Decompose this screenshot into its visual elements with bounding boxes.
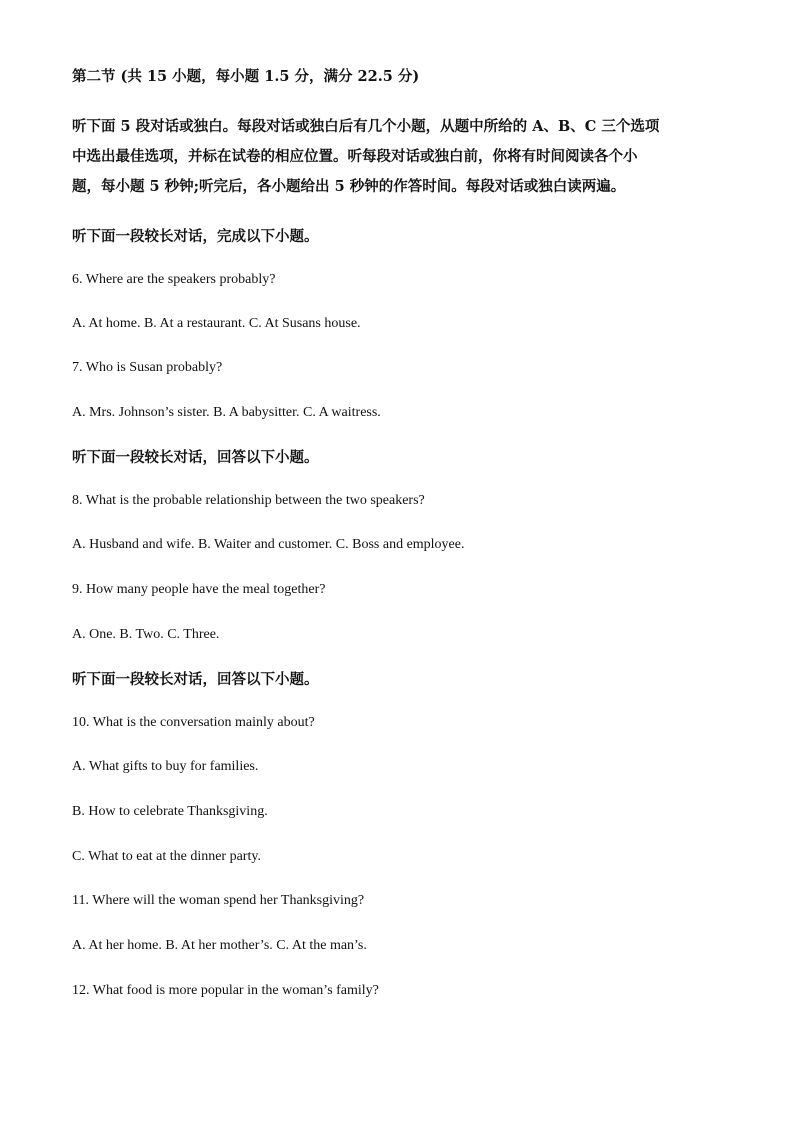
instruction-line: 听下面 5 段对话或独白。每段对话或独白后有几个小题，从题中所给的 A、B、C 三个选项 bbox=[72, 118, 660, 135]
document-page bbox=[72, 62, 732, 1001]
question-11: 11. Where will the woman spend her Thanksgiving? bbox=[72, 893, 365, 908]
instructions bbox=[72, 112, 732, 202]
options-9: A. One. B. Two. C. Three. bbox=[72, 627, 220, 642]
option-10-c: C. What to eat at the dinner party. bbox=[72, 849, 261, 864]
section-heading: 听下面一段较长对话，完成以下小题。 bbox=[72, 228, 319, 245]
section-heading: 听下面一段较长对话，回答以下小题。 bbox=[72, 449, 319, 466]
options-11: A. At her home. B. At her mother’s. C. At the man’s. bbox=[72, 938, 367, 953]
question-6: 6. Where are the speakers probably? bbox=[72, 272, 276, 287]
options-7: A. Mrs. Johnson’s sister. B. A babysitter. C. A waitress. bbox=[72, 405, 381, 420]
options-6: A. At home. B. At a restaurant. C. At Susans house. bbox=[72, 316, 361, 331]
instruction-line: 中选出最佳选项，并标在试卷的相应位置。听每段对话或独白前，你将有时间阅读各个小 bbox=[72, 148, 638, 165]
question-10: 10. What is the conversation mainly about? bbox=[72, 715, 315, 730]
instruction-line: 题，每小题 5 秒钟;听完后，各小题给出 5 秒钟的作答时间。每段对话或独白读两遍。 bbox=[72, 178, 626, 195]
question-12: 12. What food is more popular in the woman’s family? bbox=[72, 983, 379, 998]
section-title: 第二节 (共 15 小题，每小题 1.5 分，满分 22.5 分) bbox=[72, 68, 420, 85]
option-10-a: A. What gifts to buy for families. bbox=[72, 759, 259, 774]
section-heading: 听下面一段较长对话，回答以下小题。 bbox=[72, 671, 319, 688]
options-8: A. Husband and wife. B. Waiter and customer. C. Boss and employee. bbox=[72, 537, 465, 552]
question-7: 7. Who is Susan probably? bbox=[72, 360, 223, 375]
option-10-b: B. How to celebrate Thanksgiving. bbox=[72, 804, 268, 819]
question-8: 8. What is the probable relationship between the two speakers? bbox=[72, 493, 425, 508]
questions bbox=[72, 222, 732, 1001]
question-9: 9. How many people have the meal together? bbox=[72, 582, 326, 597]
